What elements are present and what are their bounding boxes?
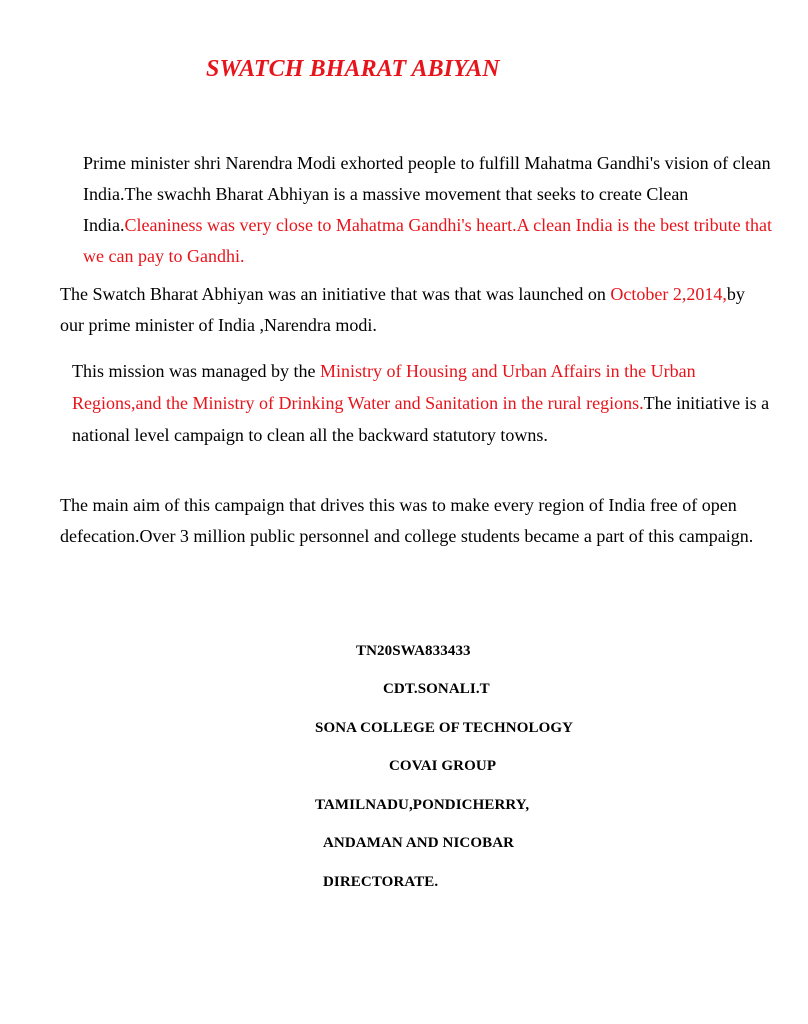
- paragraph-intro-text: Prime minister shri Narendra Modi exhorted people to fulfill Mahatma Gandhi's vision of clean India.The swachh Bharat Abhiyan is a massive movement that seeks to create Clean India.: [83, 153, 771, 235]
- signature-directorate-line2: ANDAMAN AND NICOBAR: [323, 835, 515, 851]
- signature-directorate-line1: TAMILNADU,PONDICHERRY,: [315, 797, 530, 813]
- paragraph-ministry-highlight: Ministry of Housing and Urban Affairs in the Urban Regions,and the Ministry of Drinking Water and Sanitation in the rural regions.: [72, 361, 696, 413]
- paragraph-launch-text-b: by our prime minister of India ,Narendra modi.: [60, 284, 745, 335]
- paragraph-aim-text: The main aim of this campaign that drives this was to make every region of India free of open defecation.Over 3 million public personnel and college students became a part of this campaign.: [60, 495, 754, 546]
- paragraph-launch-date: October 2,2014,: [610, 284, 727, 304]
- paragraph-launch: [60, 279, 760, 341]
- paragraph-intro-highlight: Cleaniness was very close to Mahatma Gandhi's heart.A clean India is the best tribute that we can pay to Gandhi.: [83, 215, 773, 266]
- signature-directorate-line3: DIRECTORATE.: [323, 874, 439, 890]
- paragraph-launch-text-a: The Swatch Bharat Abhiyan was an initiative that was that was launched on: [60, 284, 611, 304]
- signature-name: CDT.SONALI.T: [383, 681, 490, 697]
- paragraph-aim: [60, 490, 760, 552]
- paragraph-ministry: [60, 355, 772, 451]
- paragraph-ministry-text-b: The initiative is a national level campaign to clean all the backward statutory towns.: [72, 393, 770, 445]
- signature-id-number: TN20SWA833433: [356, 643, 471, 659]
- paragraph-ministry-text-a: This mission was managed by the: [72, 361, 320, 381]
- paragraph-intro: [60, 148, 783, 272]
- page-title: SWATCH BHARAT ABIYAN: [206, 56, 500, 82]
- signature-group: COVAI GROUP: [389, 758, 497, 774]
- signature-college: SONA COLLEGE OF TECHNOLOGY: [315, 720, 574, 736]
